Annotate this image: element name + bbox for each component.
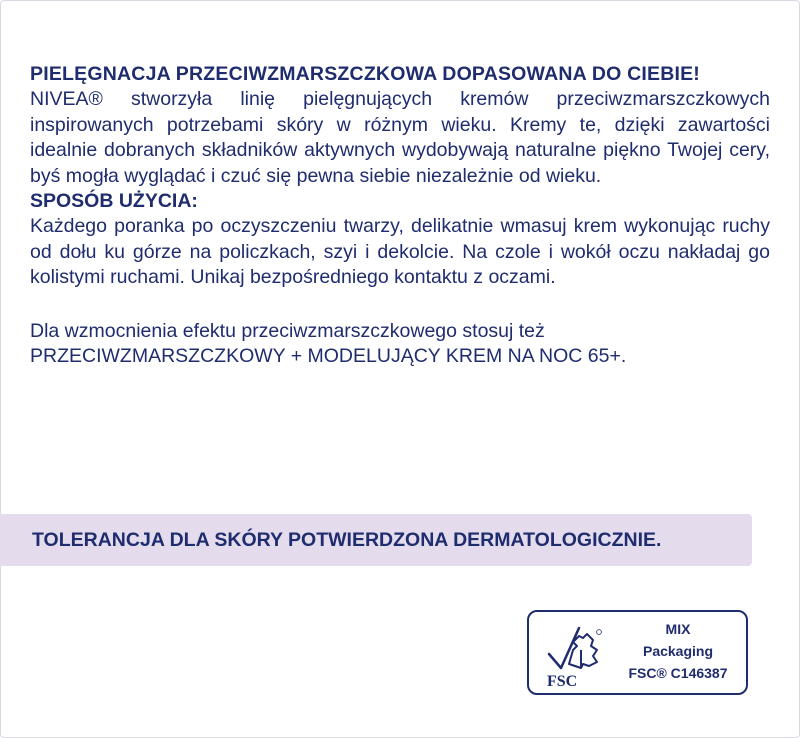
dermatology-claim: TOLERANCJA DLA SKÓRY POTWIERDZONA DERMATOLOGICZNIE. xyxy=(32,529,662,551)
tip-line-2: PRZECIWZMARSZCZKOWY + MODELUJĄCY KREM NA NOC 65+. xyxy=(30,345,627,367)
usage-paragraph: Każdego poranka po oczyszczeniu twarzy, delikatnie wmasuj krem wykonując ruchy od dołu ku górze na policzkach, szyi i dekolcie. Na czole i wokół oczu nakładaj go kolistymi ruchami. Unikaj bezpośredniego kontaktu z oczami. xyxy=(30,215,770,288)
dermatology-band xyxy=(0,514,752,566)
text-block xyxy=(30,62,770,370)
fsc-logo-text: FSC xyxy=(547,673,578,690)
fsc-packaging: Packaging xyxy=(642,643,714,659)
tip-line-1: Dla wzmocnienia efektu przeciwzmarszczkowego stosuj też xyxy=(30,319,545,342)
spacer xyxy=(30,291,770,319)
fsc-tree-logo-icon xyxy=(543,620,605,690)
fsc-license-code: FSC® C146387 xyxy=(628,665,728,681)
headline: PIELĘGNACJA PRZECIWZMARSZCZKOWA DOPASOWANA DO CIEBIE! xyxy=(30,63,700,85)
fsc-certification-box xyxy=(527,610,748,695)
intro-paragraph: NIVEA® stworzyła linię pielęgnujących kremów przeciwzmarszczkowych inspirowanych potrzebami skóry w różnym wieku. Kremy te, dzięki zawartości idealnie dobranych składników aktywnych wydobywają naturalne piękno Twojej cery, byś mogła wyglądać i czuć się pewna siebie niezależnie od wieku. xyxy=(30,88,770,187)
fsc-label-group xyxy=(611,618,745,684)
usage-title: SPOSÓB UŻYCIA: xyxy=(30,190,198,212)
fsc-mix: MIX xyxy=(665,621,691,637)
